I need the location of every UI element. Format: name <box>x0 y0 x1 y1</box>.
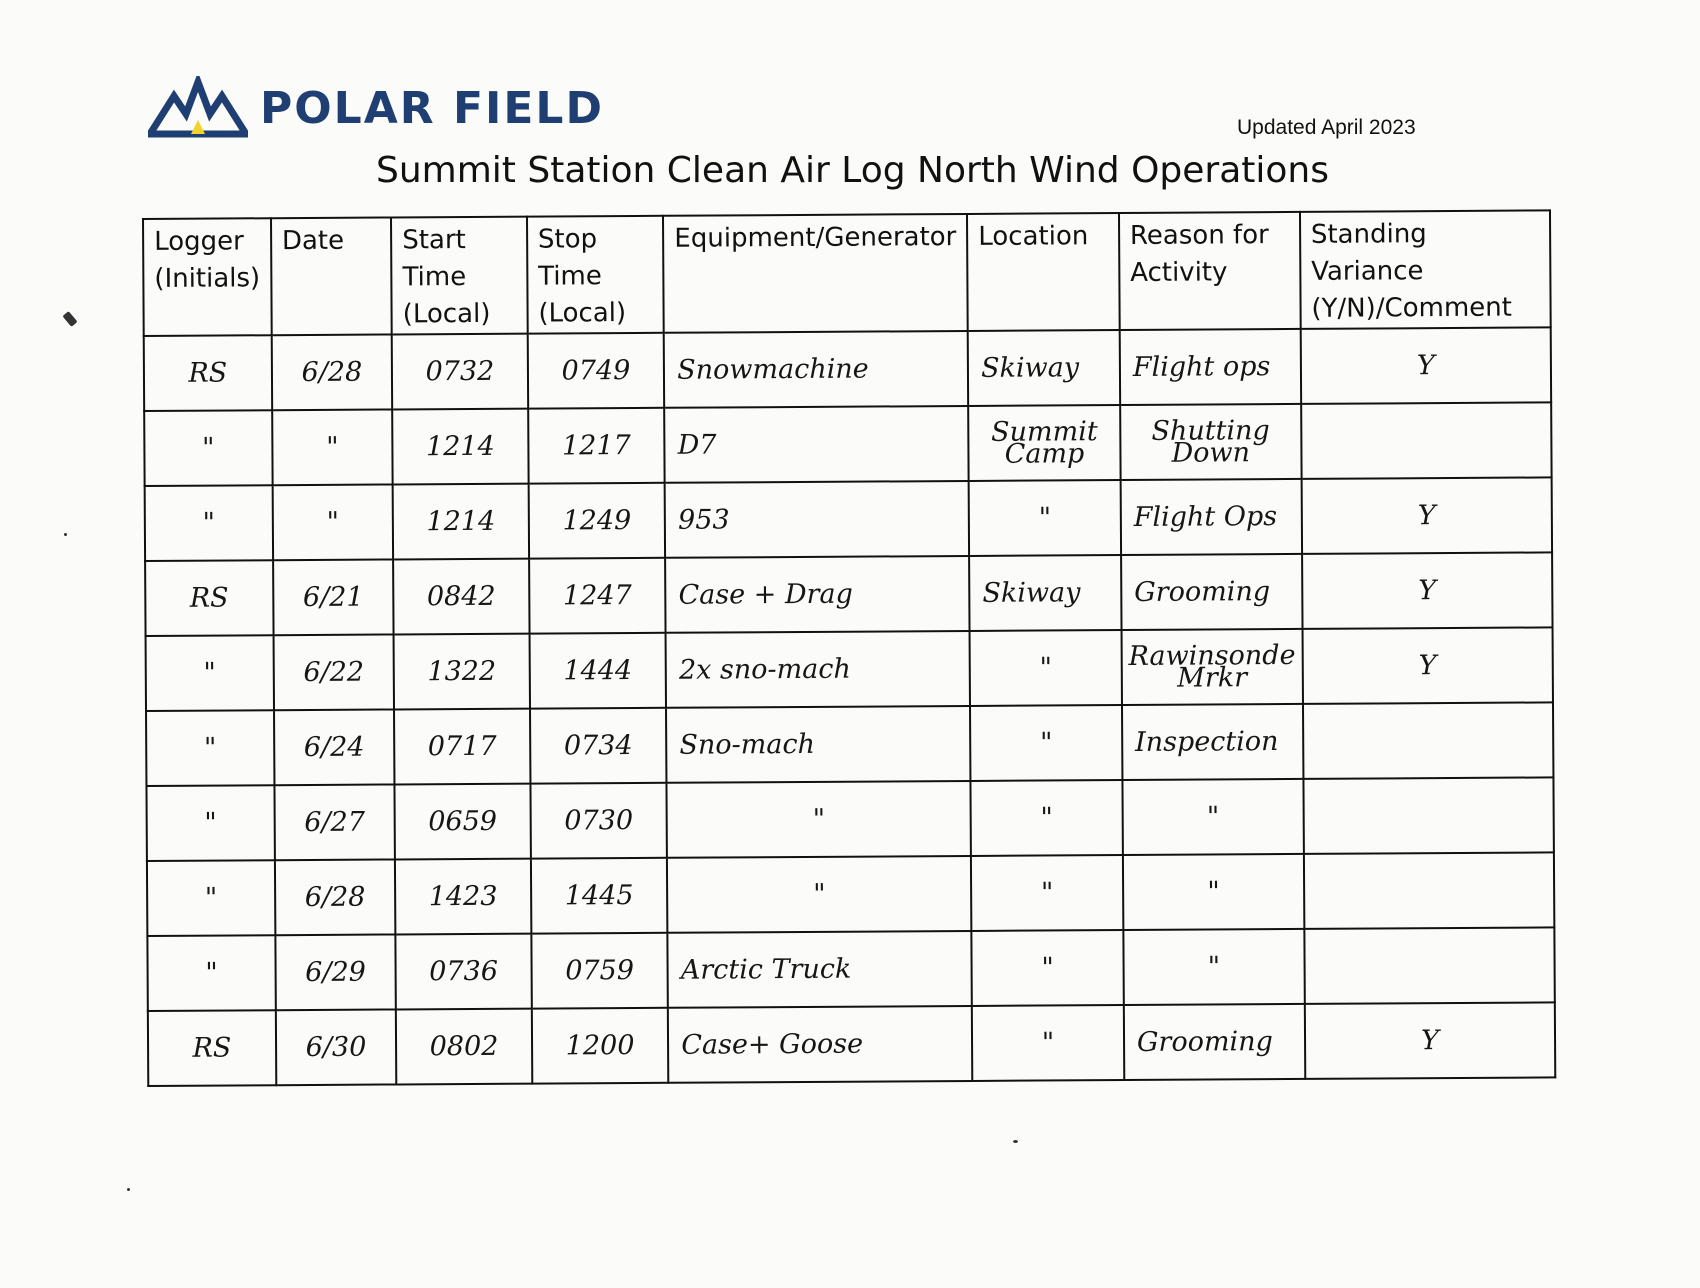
cell-stop-time: 1200 <box>532 1008 669 1084</box>
cell-equipment: Case+ Goose <box>668 1006 972 1083</box>
ink-speck <box>64 533 67 536</box>
cell-variance <box>1304 852 1555 929</box>
column-header-location: Location <box>967 213 1119 331</box>
ink-speck <box>127 1188 130 1191</box>
cell-location: " <box>971 855 1123 931</box>
column-header-logger: Logger (Initials) <box>143 218 271 336</box>
cell-location: " <box>972 1005 1124 1081</box>
cell-start-time: 0659 <box>395 784 531 860</box>
cell-equipment: Arctic Truck <box>668 931 972 1008</box>
cell-date: 6/22 <box>273 634 394 710</box>
cell-location: " <box>969 480 1121 556</box>
cell-date: " <box>272 484 393 560</box>
table-header-row <box>143 210 1551 336</box>
column-header-reason: Reason for Activity <box>1119 212 1301 330</box>
table-row <box>144 402 1551 486</box>
cell-equipment: 2x sno-mach <box>666 631 970 708</box>
updated-date: Updated April 2023 <box>1237 116 1416 139</box>
cell-stop-time: 0730 <box>530 783 667 859</box>
column-header-date: Date <box>271 217 392 335</box>
cell-variance <box>1303 702 1554 779</box>
cell-stop-time: 1217 <box>528 408 665 484</box>
cell-variance: Y <box>1301 327 1552 404</box>
table-row <box>147 927 1554 1011</box>
cell-stop-time: 1445 <box>531 858 668 934</box>
column-header-variance: Standing Variance (Y/N)/Comment <box>1300 210 1551 329</box>
cell-reason: " <box>1122 779 1303 855</box>
cell-date: 6/27 <box>274 784 395 860</box>
cell-start-time: 0717 <box>394 709 530 785</box>
cell-date: 6/28 <box>271 334 392 410</box>
polar-field-logo <box>148 76 604 140</box>
cell-start-time: 1214 <box>392 409 528 485</box>
cell-stop-time: 0749 <box>528 333 665 409</box>
cell-start-time: 1322 <box>394 634 530 710</box>
cell-location: Summit Camp <box>968 405 1120 481</box>
cell-equipment: Sno-mach <box>666 706 970 783</box>
cell-location: " <box>971 780 1123 856</box>
ink-speck <box>62 311 77 327</box>
cell-variance: Y <box>1302 552 1553 629</box>
table-row <box>145 552 1552 636</box>
cell-stop-time: 1247 <box>529 558 666 634</box>
table-row <box>146 777 1553 861</box>
cell-logger: RS <box>145 560 273 636</box>
cell-logger: " <box>147 860 275 936</box>
ink-speck <box>1013 1140 1018 1143</box>
column-header-stop-time: Stop Time (Local) <box>527 216 664 334</box>
cell-start-time: 0802 <box>396 1009 532 1085</box>
cell-reason: Flight Ops <box>1120 479 1301 555</box>
cell-location: " <box>970 705 1122 781</box>
clean-air-log-table <box>142 209 1556 1087</box>
cell-location: " <box>970 630 1122 706</box>
cell-location: Skiway <box>968 330 1120 406</box>
table-row <box>144 327 1551 411</box>
cell-date: 6/30 <box>276 1009 397 1085</box>
cell-date: 6/24 <box>274 709 395 785</box>
cell-reason: Grooming <box>1121 554 1302 630</box>
cell-date: 6/21 <box>273 559 394 635</box>
cell-variance: Y <box>1301 477 1552 554</box>
table-row <box>146 702 1553 786</box>
cell-logger: " <box>145 485 273 561</box>
column-header-start-time: Start Time (Local) <box>391 217 527 335</box>
cell-start-time: 1423 <box>395 859 531 935</box>
mountain-logo-icon <box>148 76 248 140</box>
cell-variance <box>1303 777 1554 854</box>
cell-reason: Inspection <box>1122 704 1303 780</box>
cell-equipment: " <box>667 856 971 933</box>
cell-equipment: Case + Drag <box>665 556 969 633</box>
cell-stop-time: 0734 <box>530 708 667 784</box>
cell-variance: Y <box>1305 1002 1556 1079</box>
cell-variance <box>1301 402 1552 479</box>
cell-logger: " <box>147 935 275 1011</box>
cell-logger: RS <box>148 1010 276 1086</box>
cell-logger: " <box>146 710 274 786</box>
table-row <box>146 627 1553 711</box>
cell-logger: RS <box>144 335 272 411</box>
cell-location: " <box>972 930 1124 1006</box>
cell-start-time: 0736 <box>396 934 532 1010</box>
cell-equipment: 953 <box>665 481 969 558</box>
cell-variance <box>1304 927 1555 1004</box>
cell-equipment: Snowmachine <box>664 331 968 408</box>
cell-stop-time: 1444 <box>529 633 666 709</box>
cell-date: 6/28 <box>275 859 396 935</box>
cell-variance: Y <box>1302 627 1553 704</box>
cell-equipment: D7 <box>664 406 968 483</box>
cell-logger: " <box>146 635 274 711</box>
brand-name: POLAR FIELD <box>260 82 604 134</box>
cell-reason: Rawinsonde Mrkr <box>1121 629 1302 705</box>
page-title: Summit Station Clean Air Log North Wind Operations <box>376 150 1329 191</box>
cell-reason: " <box>1123 854 1304 930</box>
cell-reason: Grooming <box>1124 1004 1305 1080</box>
cell-date: 6/29 <box>275 934 396 1010</box>
cell-reason: Shutting Down <box>1120 404 1301 480</box>
cell-logger: " <box>146 785 274 861</box>
table-row <box>145 477 1552 561</box>
table-row <box>148 1002 1555 1086</box>
cell-start-time: 0842 <box>393 559 529 635</box>
column-header-equipment: Equipment/Generator <box>663 214 968 333</box>
cell-location: Skiway <box>969 555 1121 631</box>
cell-start-time: 1214 <box>393 484 529 560</box>
cell-reason: Flight ops <box>1120 329 1301 405</box>
cell-date: " <box>272 409 393 485</box>
cell-start-time: 0732 <box>392 334 528 410</box>
cell-reason: " <box>1123 929 1304 1005</box>
cell-stop-time: 1249 <box>528 483 665 559</box>
cell-equipment: " <box>667 781 971 858</box>
cell-stop-time: 0759 <box>531 933 668 1009</box>
table-row <box>147 852 1554 936</box>
cell-logger: " <box>144 410 272 486</box>
